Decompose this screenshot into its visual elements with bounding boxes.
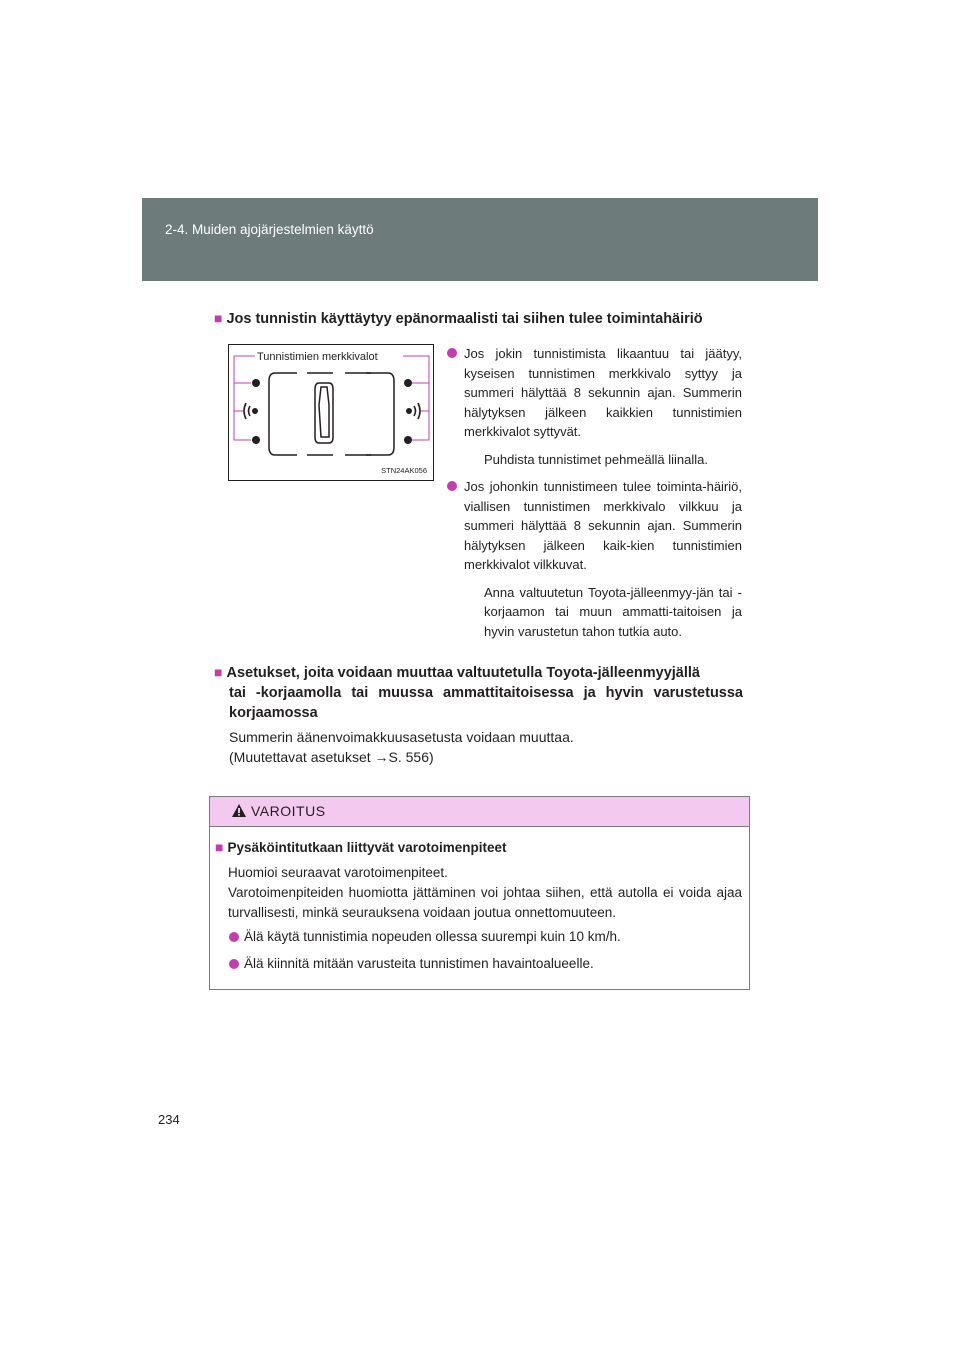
warning-title: VAROITUS xyxy=(251,803,326,819)
section-heading-malfunction: ■ Jos tunnistin käyttäytyy epänormaalisti tai siihen tulee toimintahäiriö xyxy=(214,310,703,327)
list-item: Jos jokin tunnistimista likaantuu tai jäätyy, kyseisen tunnistimen merkkivalo syttyy ja summeri hälyttää 8 sekunnin ajan. Summerin hälytyksen jälkeen kaikkien tunnistimien merkkivalot syttyvät. xyxy=(446,344,742,442)
list-item: Älä käytä tunnistimia nopeuden ollessa suurempi kuin 10 km/h. xyxy=(229,929,754,944)
warning-text: Huomioi seuraavat varotoimenpiteet. Varotoimenpiteiden huomiotta jättäminen voi johtaa siihen, että autolla ei voida ajaa turvallisesti, minkä seurauksena voidaan joutua onnettomuuteen. xyxy=(228,865,742,920)
warning-header xyxy=(210,797,749,827)
bullet-dot-icon xyxy=(229,932,239,942)
section-heading-settings: ■ Asetukset, joita voidaan muuttaa valtuutetulla Toyota-jälleenmyyjällä tai -korjaamolla tai muussa ammattitaitoisessa ja hyvin varustetussa korjaamossa xyxy=(214,664,743,721)
bullet-dot-icon xyxy=(229,959,239,969)
action-text: Puhdista tunnistimet pehmeällä liinalla. xyxy=(484,451,709,467)
action-text: Anna valtuutetun Toyota-jälleenmyy-jän tai -korjaamon tai muun ammatti-taitoisen ja hyvin varustetun tahon tutkia auto. xyxy=(484,584,742,639)
section-title: 2-4. Muiden ajojärjestelmien käyttö xyxy=(165,222,374,237)
bullet-dot-icon xyxy=(447,348,457,358)
warning-heading: ■ Pysäköintitutkaan liittyvät varotoimenpiteet xyxy=(215,839,507,855)
list-item: Jos johonkin tunnistimeen tulee toiminta-häiriö, viallisen tunnistimen merkkivalo vilkkuu ja summeri hälyttää 8 sekunnin ajan. Summerin hälytyksen jälkeen kaik-kien tunnistimien merkkivalot vilkkuvat. xyxy=(446,477,742,575)
square-bullet-icon: ■ xyxy=(215,839,224,855)
figure-label: Tunnistimien merkkivalot xyxy=(257,351,378,363)
section-header-bar xyxy=(142,198,818,281)
square-bullet-icon: ■ xyxy=(214,310,223,326)
figure-code: STN24AK056 xyxy=(381,466,427,475)
page-number: 234 xyxy=(158,1112,180,1127)
malfunction-bullet-list xyxy=(446,344,742,649)
warning-triangle-icon xyxy=(231,803,247,818)
car-sensor-diagram xyxy=(229,345,435,482)
settings-body: Summerin äänenvoimakkuusasetusta voidaan muuttaa. (Muutettavat asetukset →S. 556) xyxy=(229,727,749,767)
list-item: Älä kiinnitä mitään varusteita tunnistimen havaintoalueelle. xyxy=(229,956,754,971)
sensor-indicator-figure xyxy=(228,344,434,481)
settings-page-reference: (Muutettavat asetukset →S. 556) xyxy=(229,749,434,765)
bullet-dot-icon xyxy=(447,481,457,491)
warning-box xyxy=(209,796,750,990)
square-bullet-icon: ■ xyxy=(214,664,223,680)
